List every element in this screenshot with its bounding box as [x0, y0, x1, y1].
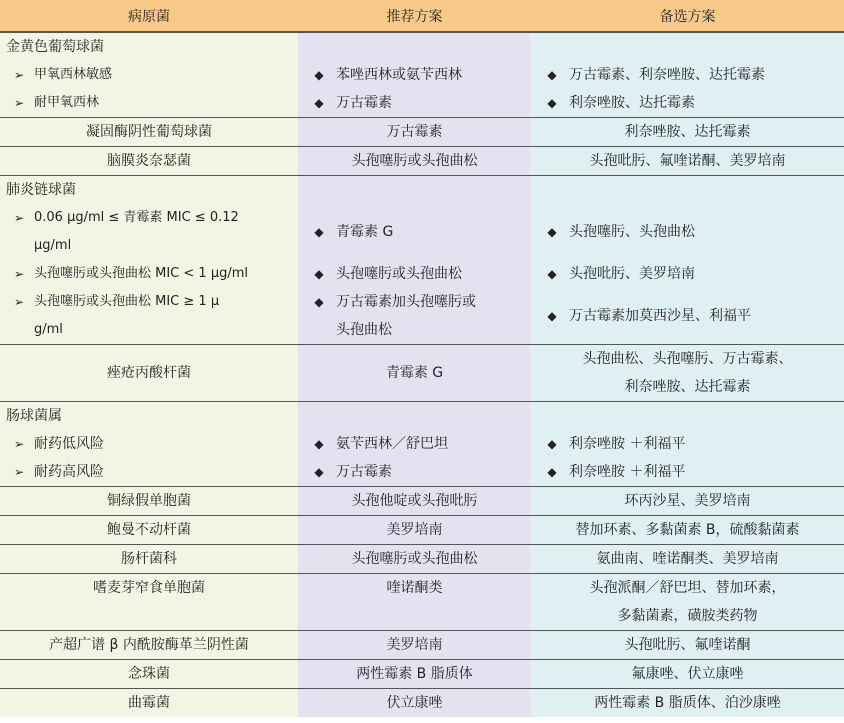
recommended-regimen: 青霉素 G [298, 345, 531, 402]
alternative-regimen: 头孢噻肟、头孢曲松 [569, 224, 695, 240]
recommended-regimen: 万古霉素 [336, 464, 392, 480]
table-row [0, 118, 844, 147]
pathogen-name: 脑膜炎奈瑟菌 [0, 147, 298, 176]
arrow-bullet-icon: ➢ [13, 211, 25, 225]
alternative-regimen: 两性霉素 B 脂质体、泊沙康唑 [531, 689, 844, 718]
diamond-bullet-icon: ◆ [314, 68, 324, 82]
sub-row [0, 260, 844, 288]
recommended-regimen: 万古霉素 [336, 95, 392, 111]
sub-row [0, 61, 844, 89]
table-row [0, 545, 844, 574]
recommended-regimen: 美罗培南 [298, 631, 531, 660]
diamond-bullet-icon: ◆ [547, 225, 557, 239]
recommended-regimen: 万古霉素加头孢噻肟或 [336, 294, 476, 310]
diamond-bullet-icon: ◆ [314, 437, 324, 451]
recommended-regimen: 美罗培南 [298, 516, 531, 545]
alternative-regimen-cont: 多黏菌素，磺胺类药物 [617, 608, 758, 624]
pathogen-name: 甲氧西林敏感 [34, 67, 113, 82]
diamond-bullet-icon: ◆ [314, 96, 324, 110]
pathogen-name: 耐药低风险 [34, 436, 104, 452]
recommended-regimen: 万古霉素 [298, 118, 531, 147]
arrow-bullet-icon: ➢ [13, 68, 25, 82]
table-row [0, 660, 844, 689]
arrow-bullet-icon: ➢ [13, 96, 25, 110]
pathogen-name: 痤疮丙酸杆菌 [0, 345, 298, 402]
diamond-bullet-icon: ◆ [547, 437, 557, 451]
pathogen-name: 头孢噻肟或头孢曲松 MIC < 1 μg/ml [34, 266, 248, 281]
recommended-regimen: 伏立康唑 [298, 689, 531, 718]
sub-row [0, 288, 844, 345]
pathogen-name: 曲霉菌 [0, 689, 298, 718]
group-row-entero [0, 402, 844, 431]
diamond-bullet-icon: ◆ [547, 68, 557, 82]
table-row [0, 631, 844, 660]
group-row-staph [0, 32, 844, 61]
diamond-bullet-icon: ◆ [547, 267, 557, 281]
pathogen-name-cont: μg/ml [34, 238, 72, 253]
alternative-regimen-cont: 利奈唑胺、达托霉素 [624, 379, 751, 395]
diamond-bullet-icon: ◆ [547, 96, 557, 110]
arrow-bullet-icon: ➢ [13, 295, 25, 309]
recommended-regimen: 头孢噻肟或头孢曲松 [298, 147, 531, 176]
recommended-regimen: 头孢噻肟或头孢曲松 [336, 266, 462, 282]
recommended-regimen: 苯唑西林或氨苄西林 [336, 67, 462, 83]
group-row-pneumo [0, 176, 844, 205]
table-row [0, 345, 844, 402]
header-alternative: 备选方案 [531, 0, 844, 32]
recommended-regimen: 头孢噻肟或头孢曲松 [298, 545, 531, 574]
alternative-regimen: 氨曲南、喹诺酮类、美罗培南 [531, 545, 844, 574]
table-row [0, 147, 844, 176]
group-title: 肠球菌属 [0, 402, 298, 431]
alternative-regimen: 头孢派酮／舒巴坦、替加环素， [589, 580, 786, 596]
alternative-regimen: 利奈唑胺 ＋利福平 [569, 464, 686, 480]
alternative-regimen: 万古霉素、利奈唑胺、达托霉素 [569, 67, 765, 83]
alternative-regimen: 头孢吡肟、美罗培南 [569, 266, 695, 282]
pathogen-name: 肠杆菌科 [0, 545, 298, 574]
pathogen-name-cont: g/ml [34, 322, 63, 337]
header-row [0, 0, 844, 32]
alternative-regimen: 氟康唑、伏立康唑 [531, 660, 844, 689]
pathogen-name: 头孢噻肟或头孢曲松 MIC ≥ 1 μ [34, 294, 220, 309]
alternative-regimen: 头孢吡肟、氟喹诺酮、美罗培南 [531, 147, 844, 176]
alternative-regimen: 利奈唑胺 ＋利福平 [569, 436, 686, 452]
diamond-bullet-icon: ◆ [547, 309, 557, 323]
recommended-regimen: 两性霉素 B 脂质体 [298, 660, 531, 689]
pathogen-name: 0.06 μg/ml ≤ 青霉素 MIC ≤ 0.12 [34, 210, 239, 225]
pathogen-name: 铜绿假单胞菌 [0, 487, 298, 516]
sub-row [0, 89, 844, 118]
table-row [0, 487, 844, 516]
sub-row [0, 430, 844, 458]
pathogen-name: 凝固酶阴性葡萄球菌 [0, 118, 298, 147]
pathogen-name: 产超广谱 β 内酰胺酶革兰阴性菌 [0, 631, 298, 660]
header-pathogen: 病原菌 [0, 0, 298, 32]
alternative-regimen: 利奈唑胺、达托霉素 [531, 118, 844, 147]
pathogen-name: 耐药高风险 [34, 464, 104, 480]
header-recommended: 推荐方案 [298, 0, 531, 32]
pathogen-name: 耐甲氧西林 [34, 95, 100, 110]
diamond-bullet-icon: ◆ [314, 267, 324, 281]
table-row [0, 574, 844, 631]
diamond-bullet-icon: ◆ [547, 465, 557, 479]
group-title: 肺炎链球菌 [0, 176, 298, 205]
recommended-regimen: 青霉素 G [336, 224, 394, 240]
sub-row [0, 458, 844, 487]
group-title: 金黄色葡萄球菌 [0, 32, 298, 61]
pathogen-name: 嗜麦芽窄食单胞菌 [0, 574, 298, 631]
alternative-regimen: 替加环素、多黏菌素 B，硫酸黏菌素 [531, 516, 844, 545]
recommended-regimen: 喹诺酮类 [298, 574, 531, 631]
diamond-bullet-icon: ◆ [314, 465, 324, 479]
diamond-bullet-icon: ◆ [314, 295, 324, 309]
sub-row [0, 204, 844, 260]
recommended-regimen-cont: 头孢曲松 [336, 322, 392, 338]
alternative-regimen: 环丙沙星、美罗培南 [531, 487, 844, 516]
alternative-regimen: 头孢曲松、头孢噻肟、万古霉素、 [582, 351, 793, 367]
diamond-bullet-icon: ◆ [314, 225, 324, 239]
table-row [0, 689, 844, 718]
table-row [0, 516, 844, 545]
arrow-bullet-icon: ➢ [13, 465, 25, 479]
arrow-bullet-icon: ➢ [13, 267, 25, 281]
pathogen-name: 鲍曼不动杆菌 [0, 516, 298, 545]
recommended-regimen: 氨苄西林／舒巴坦 [336, 436, 448, 452]
alternative-regimen: 头孢吡肟、氟喹诺酮 [531, 631, 844, 660]
arrow-bullet-icon: ➢ [13, 437, 25, 451]
recommended-regimen: 头孢他啶或头孢吡肟 [298, 487, 531, 516]
alternative-regimen: 利奈唑胺、达托霉素 [569, 95, 695, 111]
alternative-regimen: 万古霉素加莫西沙星、利福平 [569, 308, 751, 324]
pathogen-name: 念珠菌 [0, 660, 298, 689]
